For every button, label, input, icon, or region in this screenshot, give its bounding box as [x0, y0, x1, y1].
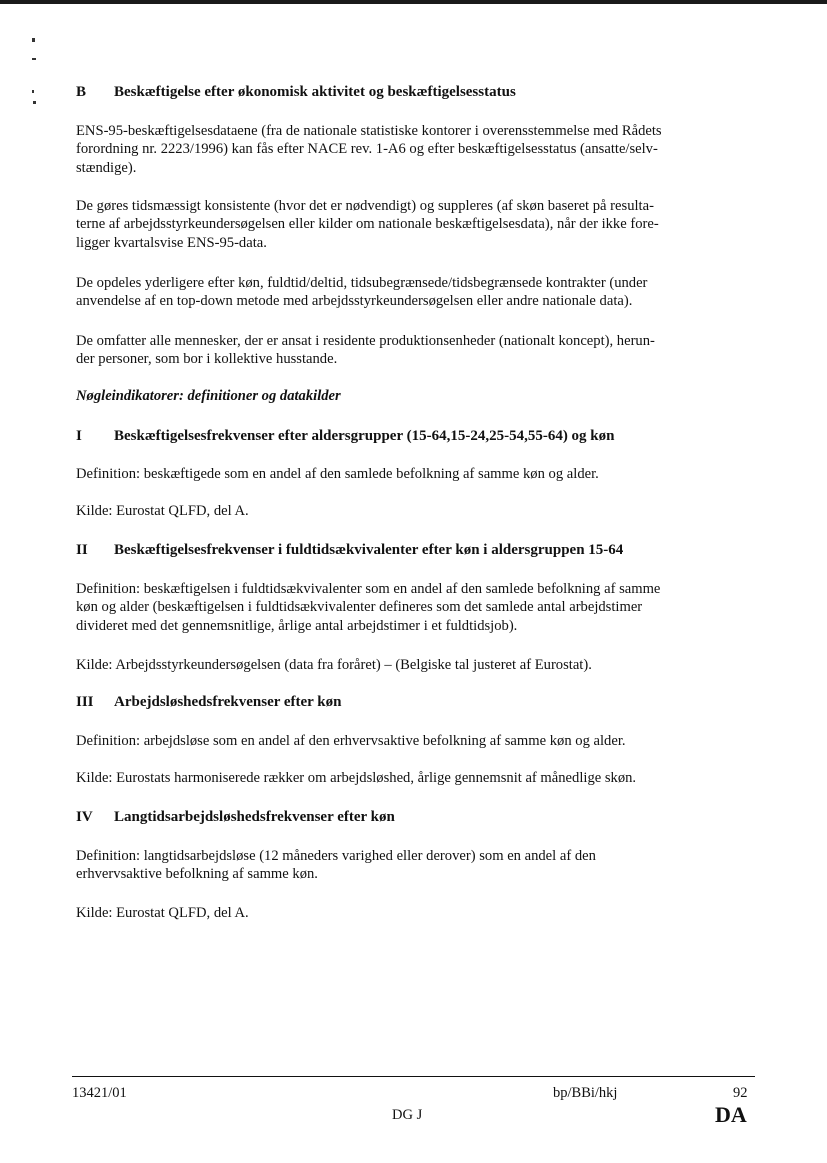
indicator-numeral: III: [76, 694, 94, 710]
paragraph-coverage: [76, 332, 756, 369]
section-title: Beskæftigelse efter økonomisk aktivitet og beskæftigelsesstatus: [114, 84, 516, 100]
indicator-source: Kilde: Eurostat QLFD, del A.: [76, 503, 249, 519]
text-line: De opdeles yderligere efter køn, fuldtid/deltid, tidsubegrænsede/tidsbegrænsede kontrakter (under: [76, 275, 648, 291]
text-line: divideret med det gennemsnitlige, årlige antal arbejdstimer i et fuldtidsjob).: [76, 617, 518, 634]
text-line: De gøres tidsmæssigt konsistente (hvor det er nødvendigt) og suppleres (af skøn baseret på resulta-: [76, 198, 654, 214]
page-top-edge: [0, 0, 827, 4]
text-line: anvendelse af en top-down metode med arbejdsstyrkeundersøgelsen eller andre nationale data).: [76, 293, 633, 310]
indicator-source: Kilde: Arbejdsstyrkeundersøgelsen (data fra foråret) – (Belgiske tal justeret af Eurostat).: [76, 657, 592, 673]
section-letter: B: [76, 84, 87, 100]
indicator-title: Beskæftigelsesfrekvenser efter aldersgrupper (15-64,15-24,25-54,55-64) og køn: [114, 428, 615, 444]
directorate-general: DG J: [392, 1107, 423, 1123]
text-line: der personer, som bor i kollektive husstande.: [76, 351, 338, 368]
text-line: ENS-95-beskæftigelsesdataene (fra de nationale statistiske kontorer i overensstemmelse med Rådets: [76, 123, 662, 139]
scan-mark: [33, 101, 36, 104]
text-line: Definition: beskæftigede som en andel af den samlede befolkning af samme køn og alder.: [76, 466, 599, 482]
indicator-source: Kilde: Eurostats harmoniserede rækker om arbejdsløshed, årlige gennemsnit af månedlige skøn.: [76, 770, 637, 786]
text-line: Definition: arbejdsløse som en andel af den erhvervsaktive befolkning af samme køn og alder.: [76, 733, 626, 749]
document-number: 13421/01: [72, 1085, 127, 1101]
text-line: køn og alder (beskæftigelsen i fuldtidsækvivalenter defineres som det samlede antal arbejdstimer: [76, 599, 643, 616]
indicator-numeral: I: [76, 428, 82, 444]
indicator-title: Beskæftigelsesfrekvenser i fuldtidsækvivalenter efter køn i aldersgruppen 15-64: [114, 542, 624, 558]
paragraph-ens95-data: [76, 122, 756, 177]
indicator-numeral: IV: [76, 809, 93, 825]
author-initials: bp/BBi/hkj: [553, 1085, 618, 1101]
text-line: forordning nr. 2223/1996) kan fås efter NACE rev. 1-A6 og efter beskæftigelsesstatus (ansatte/selv-: [76, 141, 658, 158]
indicator-definition: [76, 580, 756, 635]
text-line: Definition: langtidsarbejdsløse (12 måneders varighed eller derover) som en andel af den: [76, 848, 596, 864]
scan-mark: [32, 38, 35, 42]
text-line: Definition: beskæftigelsen i fuldtidsækvivalenter som en andel af den samlede befolkning af samme: [76, 581, 661, 597]
indicator-heading: [76, 427, 615, 446]
indicator-title: Arbejdsløshedsfrekvenser efter køn: [114, 694, 342, 710]
indicator-heading: [76, 541, 623, 560]
text-line: terne af arbejdsstyrkeundersøgelsen eller kilder om nationale beskæftigelsesdata), når der ikke fore-: [76, 216, 659, 233]
indicator-title: Langtidsarbejdsløshedsfrekvenser efter køn: [114, 809, 395, 825]
paragraph-breakdown: [76, 274, 756, 311]
indicator-numeral: II: [76, 542, 88, 558]
text-line: erhvervsaktive befolkning af samme køn.: [76, 866, 318, 883]
text-line: De omfatter alle mennesker, der er ansat i residente produktionsenheder (nationalt koncept), herun-: [76, 333, 655, 349]
key-indicators-heading: Nøgleindikatorer: definitioner og datakilder: [76, 388, 341, 404]
indicator-definition: [76, 732, 756, 750]
text-line: stændige).: [76, 159, 137, 176]
indicator-definition: [76, 847, 756, 884]
scan-mark: [32, 90, 34, 93]
page-number: 92: [733, 1085, 748, 1101]
indicator-heading: [76, 693, 342, 712]
language-code: DA: [715, 1102, 747, 1127]
text-line: ligger kvartalsvise ENS-95-data.: [76, 234, 267, 251]
indicator-source: Kilde: Eurostat QLFD, del A.: [76, 905, 249, 921]
section-b-heading: [76, 83, 516, 102]
paragraph-consistency: [76, 197, 756, 252]
scan-mark: [32, 58, 36, 60]
footer-rule: [72, 1076, 755, 1077]
indicator-heading: [76, 808, 395, 827]
indicator-definition: [76, 465, 756, 483]
